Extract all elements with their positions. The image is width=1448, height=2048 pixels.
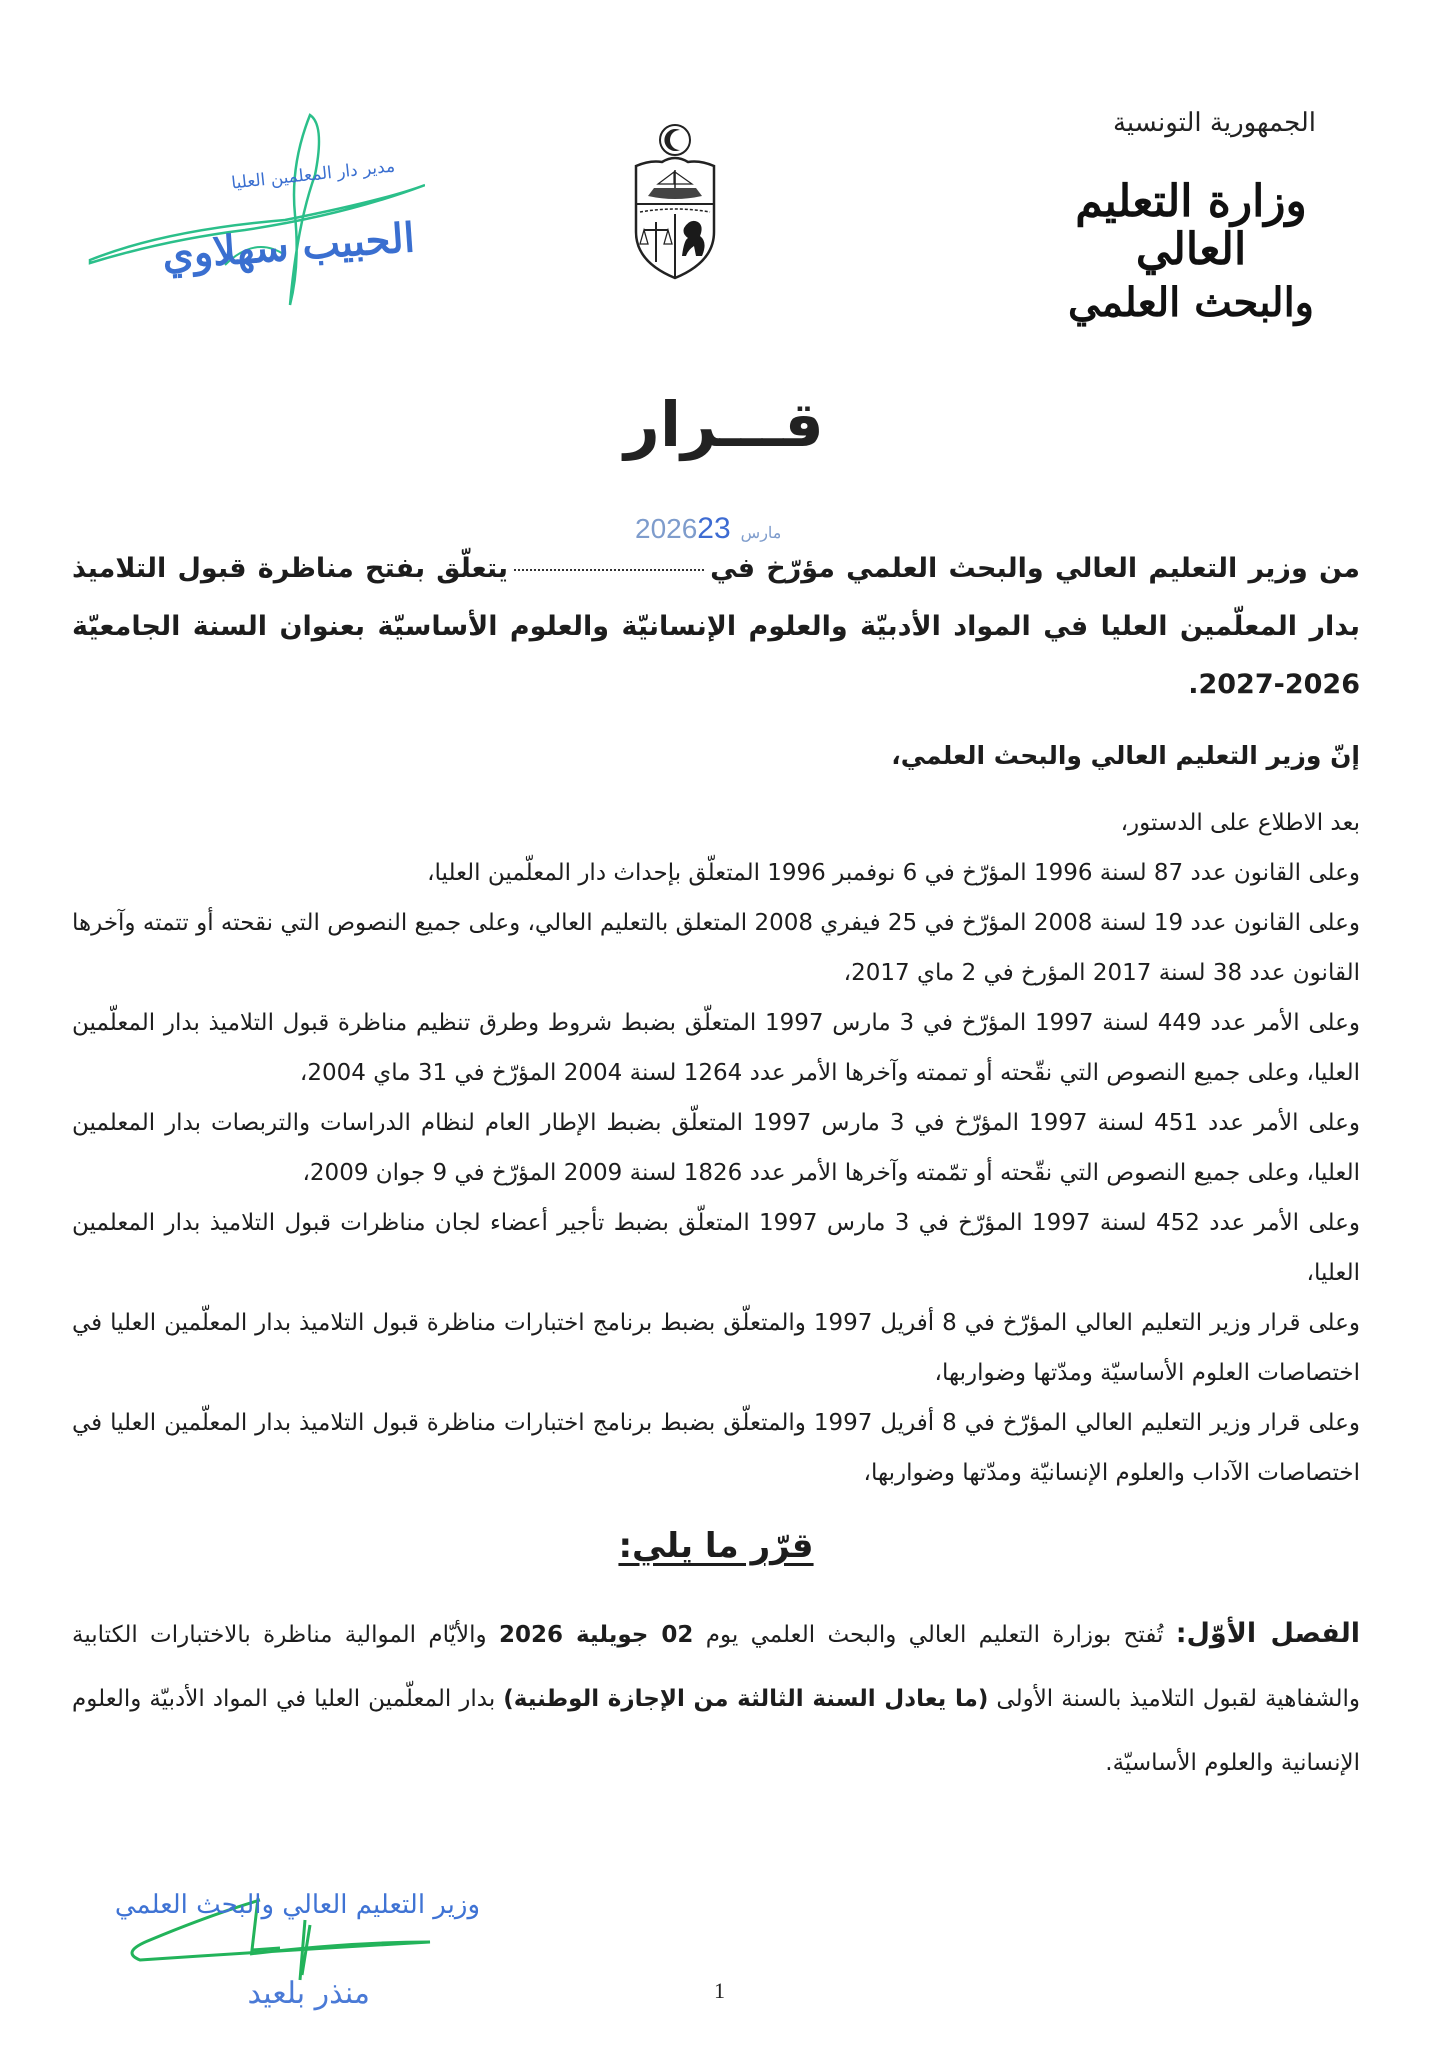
document-body bbox=[72, 540, 1360, 1795]
date-stamp-month: مارس bbox=[740, 525, 782, 542]
article-1-text-c: بدار المعلّمين العليا في المواد الأدبيّة والعلوم الإنسانية والعلوم الأساسيّة. bbox=[72, 1686, 1360, 1776]
subject-part2: يتعلّق بفتح مناظرة قبول التلاميذ بدار المعلّمين العليا في المواد الأدبيّة والعلوم الإنسانيّة والعلوم الأساسيّة بعنوان السنة الجامعيّة 2026-2027. bbox=[72, 553, 1360, 700]
minister-intro: إنّ وزير التعليم العالي والبحث العلمي، bbox=[891, 741, 1360, 770]
date-stamp-day: 23 bbox=[697, 512, 731, 545]
date-blank-line bbox=[514, 569, 704, 571]
director-signature-name: الحبيب سهلاوي bbox=[160, 214, 417, 279]
article-1 bbox=[72, 1602, 1360, 1795]
minister-signature bbox=[90, 1880, 510, 2030]
subject-part1: من وزير التعليم العالي والبحث العلمي مؤرّخ في bbox=[710, 553, 1360, 584]
article-1-equivalence: (ما يعادل السنة الثالثة من الإجازة الوطنية) bbox=[503, 1686, 989, 1712]
date-stamp-year: 2026 bbox=[635, 513, 698, 544]
document-title: قـــرار bbox=[624, 388, 824, 461]
reference-order-1997-humanities: وعلى قرار وزير التعليم العالي المؤرّخ في 8 أفريل 1997 والمتعلّق بضبط برنامج اختبارات مناظرة قبول التلاميذ بدار المعلّمين العليا في اختصاصات الآداب والعلوم الإنسانيّة ومدّتها وضواربها، bbox=[72, 1410, 1360, 1486]
decision-heading: قرّر ما يلي: bbox=[618, 1526, 814, 1566]
ministry-name-line2: والبحث العلمي bbox=[1067, 278, 1314, 326]
decree-subject bbox=[72, 540, 1360, 714]
ministry-header bbox=[1026, 108, 1356, 325]
reference-order-1997-sciences: وعلى قرار وزير التعليم العالي المؤرّخ في 8 أفريل 1997 والمتعلّق بضبط برنامج اختبارات مناظرة قبول التلاميذ بدار المعلّمين العليا في اختصاصات العلوم الأساسيّة ومدّتها وضواربها، bbox=[72, 1310, 1360, 1386]
director-signature-title: مدير دار المعلمين العليا bbox=[230, 156, 396, 194]
reference-constitution: بعد الاطلاع على الدستور، bbox=[1120, 810, 1360, 836]
republic-name: الجمهورية التونسية bbox=[1112, 108, 1316, 138]
minister-signature-title: وزير التعليم العالي والبحث العلمي bbox=[114, 1890, 480, 1920]
page-number: 1 bbox=[714, 1978, 725, 2003]
tunisia-coat-of-arms-icon bbox=[630, 122, 720, 282]
ministry-name-line1: وزارة التعليم العالي bbox=[1075, 176, 1307, 276]
reference-decree-451-1997: وعلى الأمر عدد 451 لسنة 1997 المؤرّخ في 3 مارس 1997 المتعلّق بضبط الإطار العام لنظام الدراسات والتربصات بدار المعلمين العليا، وعلى جميع النصوص التي نقّحته أو تمّمته وآخرها الأمر عدد 1826 لسنة 2009 المؤرّخ في 9 جوان 2009، bbox=[72, 1110, 1360, 1186]
article-1-text-b: والأيّام الموالية مناظرة بالاختبارات الكتابية والشفاهية لقبول التلاميذ بالسنة الأولى bbox=[72, 1622, 1361, 1712]
reference-decree-452-1997: وعلى الأمر عدد 452 لسنة 1997 المؤرّخ في 3 مارس 1997 المتعلّق بضبط تأجير أعضاء لجان مناظرات قبول التلاميذ بدار المعلمين العليا، bbox=[72, 1210, 1361, 1286]
reference-law-87-1996: وعلى القانون عدد 87 لسنة 1996 المؤرّخ في 6 نوفمبر 1996 المتعلّق بإحداث دار المعلّمين العليا، bbox=[427, 860, 1360, 886]
article-1-date: 02 جويلية 2026 bbox=[498, 1622, 694, 1648]
reference-law-19-2008: وعلى القانون عدد 19 لسنة 2008 المؤرّخ في 25 فيفري 2008 المتعلق بالتعليم العالي، وعلى جميع النصوص التي نقحته أو تتمته وآخرها القانون عدد 38 لسنة 2017 المؤرخ في 2 ماي 2017، bbox=[72, 910, 1361, 986]
minister-signature-name: منذر بلعيد bbox=[247, 1976, 370, 2011]
article-1-label: الفصل الأوّل: bbox=[1175, 1618, 1361, 1649]
article-1-text-a: تُفتح بوزارة التعليم العالي والبحث العلمي يوم bbox=[705, 1622, 1164, 1648]
director-signature bbox=[85, 105, 425, 325]
reference-decree-449-1997: وعلى الأمر عدد 449 لسنة 1997 المؤرّخ في 3 مارس 1997 المتعلّق بضبط شروط وطرق تنظيم مناظرة قبول التلاميذ بدار المعلّمين العليا، وعلى جميع النصوص التي نقّحته أو تممته وآخرها الأمر عدد 1264 لسنة 2004 المؤرّخ في 31 ماي 2004، bbox=[72, 1010, 1361, 1086]
